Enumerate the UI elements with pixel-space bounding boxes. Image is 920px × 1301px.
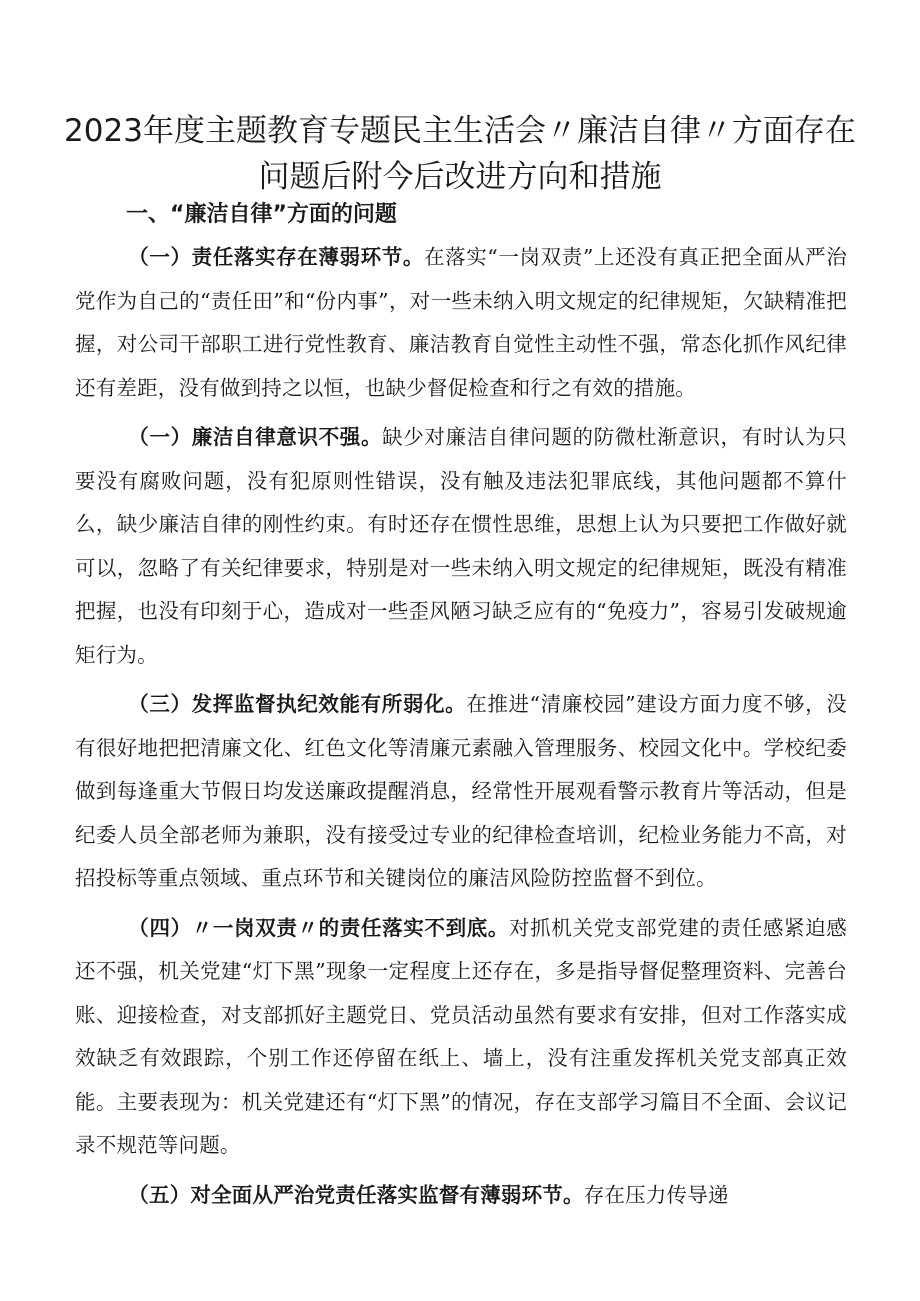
paragraph-3: [75, 683, 847, 901]
paragraph-lead: （四）〃一岗双责〃的责任落实不到底。: [128, 915, 510, 940]
document-body: [75, 236, 847, 1223]
paragraph-1: [75, 236, 847, 410]
paragraph-text: 在落实“一岗双责”上还没有真正把全面从严治党作为自己的“责任田”和“份内事”，对一些未纳入明文规定的纪律规矩，欠缺精准把握，对公司干部职工进行党性教育、廉洁教育自觉性主动性不强，常态化抓作风纪律还有差距，没有做到持之以恒，也缺少督促检查和行之有效的措施。: [75, 245, 847, 400]
paragraph-4: [75, 907, 847, 1168]
section-heading: 一、“廉洁自律”方面的问题: [126, 202, 397, 227]
paragraph-lead: （一）责任落实存在薄弱环节。: [128, 245, 424, 269]
paragraph-lead: （五）对全面从严治党责任落实监督有薄弱环节。: [128, 1182, 584, 1207]
paragraph-2: [75, 416, 847, 677]
paragraph-text: 对抓机关党支部党建的责任感紧迫感还不强，机关党建“灯下黑”现象一定程度上还存在，多是指导督促整理资料、完善台账、迎接检查，对支部抓好主题党日、党员活动虽然有要求有安排，但对工作落实成效缺乏有效跟踪，个别工作还停留在纸上、墙上，没有注重发挥机关党支部真正效能。主要表现为：机关党建还有“灯下黑”的情况，存在支部学习篇目不全面、会议记录不规范等问题。: [75, 915, 847, 1157]
paragraph-text: 存在压力传导递: [583, 1182, 729, 1207]
document-title: 2023年度主题教育专题民主生活会〃廉洁自律〃方面存在问题后附今后改进方向和措施: [64, 113, 856, 195]
paragraph-text: 在推进“清廉校园”建设方面力度不够，没有很好地把把清廉文化、红色文化等清廉元素融入管理服务、校园文化中。学校纪委做到每逢重大节假日均发送廉政提醒消息，经常性开展观看警示教育片等活动，但是纪委人员全部老师为兼职，没有接受过专业的纪律检查培训，纪检业务能力不高，对招投标等重点领域、重点环节和关键岗位的廉洁风险防控监督不到位。: [75, 692, 847, 890]
paragraph-lead: （三）发挥监督执纪效能有所弱化。: [128, 692, 467, 716]
paragraph-lead: （一）廉洁自律意识不强。: [128, 425, 383, 449]
paragraph-5: [75, 1174, 847, 1218]
paragraph-text: 缺少对廉洁自律问题的防微杜渐意识，有时认为只要没有腐败问题，没有犯原则性错误，没有触及违法犯罪底线，其他问题都不算什么，缺少廉洁自律的刚性约束。有时还存在惯性思维，思想上认为只要把工作做好就可以，忽略了有关纪律要求，特别是对一些未纳入明文规定的纪律规矩，既没有精准把握，也没有印刻于心，造成对一些歪风陋习缺乏应有的“免疫力”，容易引发破规逾矩行为。: [75, 425, 847, 667]
